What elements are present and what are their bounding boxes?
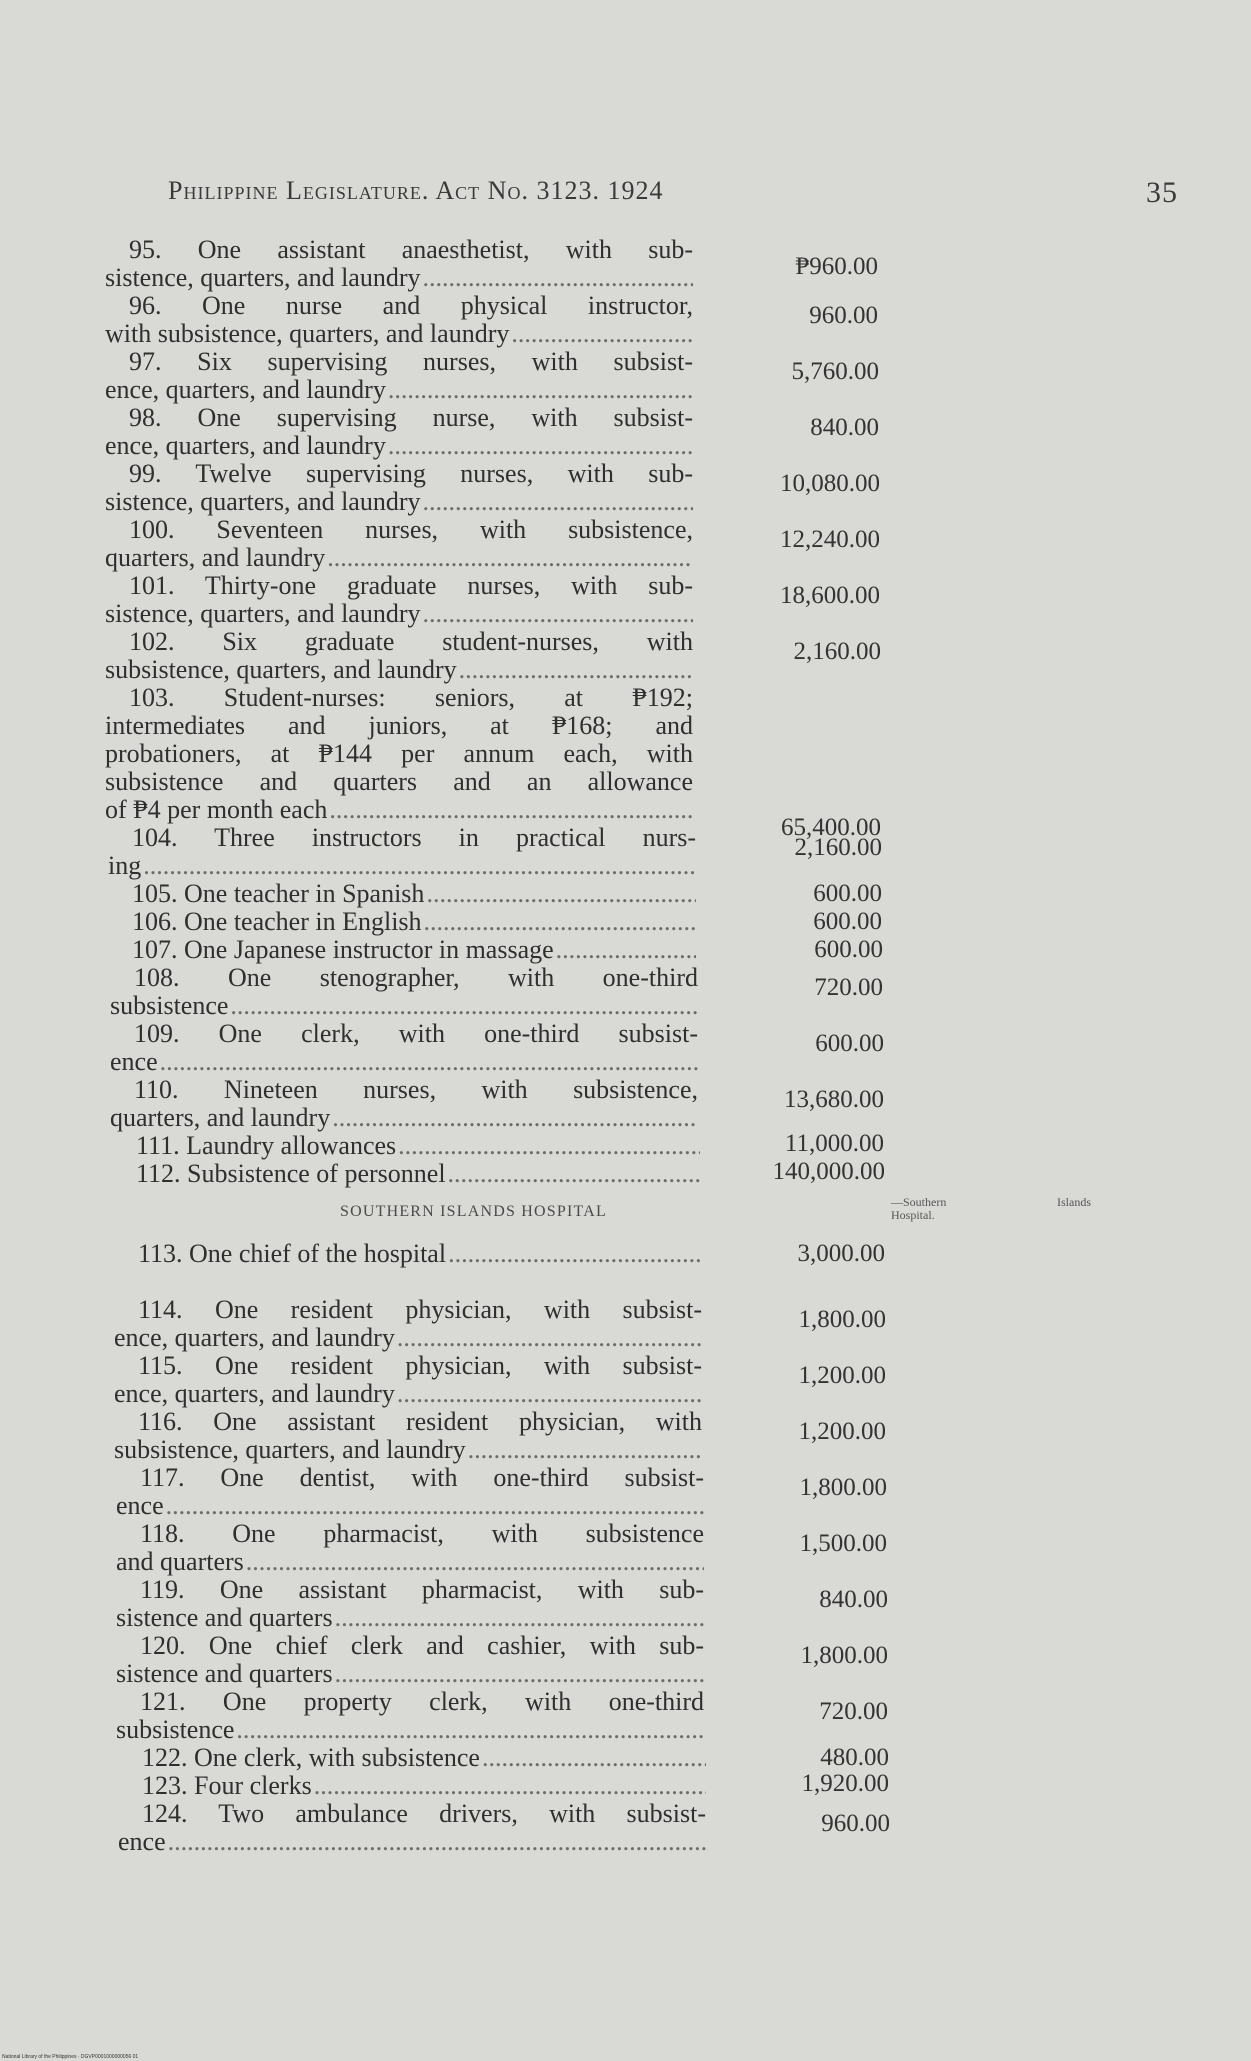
item-106-text [108, 908, 696, 936]
item-line: 124. Two ambulance drivers, with subsist- [142, 1799, 706, 1828]
item-line: ence, quarters, and laundry [105, 431, 386, 460]
dot-leader [468, 1436, 702, 1464]
item-98-text [105, 404, 693, 460]
item-120-amount: 1,800.00 [800, 1642, 888, 1669]
item-line: sistence, quarters, and laundry [105, 599, 421, 628]
item-line: 123. Four clerks [142, 1771, 312, 1800]
item-99-amount: 10,080.00 [780, 470, 880, 497]
item-124-amount: 960.00 [821, 1810, 890, 1837]
item-line: 120. One chief clerk and cashier, with sub- [140, 1631, 704, 1660]
item-101-text [105, 572, 693, 628]
dot-leader [423, 264, 693, 292]
item-102-amount: 2,160.00 [793, 638, 881, 665]
item-112-amount: 140,000.00 [772, 1158, 885, 1185]
dot-leader [332, 1104, 698, 1132]
item-122-text [118, 1744, 706, 1772]
item-line: 99. Twelve supervising nurses, with sub- [129, 459, 693, 488]
dot-leader [397, 1380, 702, 1408]
dot-leader [335, 1660, 704, 1688]
item-line: 105. One teacher in Spanish [132, 879, 425, 908]
dot-leader [143, 852, 696, 880]
item-108-text [110, 964, 698, 1020]
running-title: Philippine Legislature. Act No. 3123. 1924 [168, 176, 664, 205]
item-line: subsistence [116, 1715, 235, 1744]
item-line: 122. One clerk, with subsistence [142, 1743, 480, 1772]
item-line: ence [118, 1827, 166, 1856]
dot-leader [230, 992, 698, 1020]
item-106-amount: 600.00 [813, 908, 882, 935]
dot-leader [424, 908, 696, 936]
item-line: 109. One clerk, with one-third subsist- [134, 1019, 698, 1048]
item-114-amount: 1,800.00 [798, 1306, 886, 1333]
item-line: 116. One assistant resident physician, with [138, 1407, 702, 1436]
item-line: 97. Six supervising nurses, with subsist- [129, 347, 693, 376]
item-100-text [105, 516, 693, 572]
item-116-text [114, 1408, 702, 1464]
item-104-amount: 2,160.00 [794, 834, 882, 861]
dot-leader [423, 600, 693, 628]
dot-leader [448, 1240, 702, 1268]
item-line: 101. Thirty-one graduate nurses, with sub- [129, 571, 693, 600]
item-97-text [105, 348, 693, 404]
dot-leader [246, 1548, 704, 1576]
item-line: 119. One assistant pharmacist, with sub- [140, 1575, 704, 1604]
item-line: 110. Nineteen nurses, with subsistence, [134, 1075, 698, 1104]
dot-leader [335, 1604, 704, 1632]
item-line: of ₱4 per month each [105, 795, 328, 824]
item-line: and quarters [116, 1547, 244, 1576]
item-line: sistence, quarters, and laundry [105, 487, 421, 516]
item-line: sistence and quarters [116, 1603, 333, 1632]
dot-leader [168, 1828, 706, 1856]
item-122-amount: 480.00 [820, 1744, 889, 1771]
item-101-amount: 18,600.00 [780, 582, 880, 609]
item-line: 98. One supervising nurse, with subsist- [129, 403, 693, 432]
item-line: ence [116, 1491, 164, 1520]
item-108-amount: 720.00 [814, 974, 883, 1001]
item-97-amount: 5,760.00 [791, 358, 879, 385]
item-114-text [114, 1296, 702, 1352]
item-95-text [105, 236, 693, 292]
item-109-amount: 600.00 [815, 1030, 884, 1057]
item-117-amount: 1,800.00 [799, 1474, 887, 1501]
item-111-amount: 11,000.00 [784, 1130, 884, 1157]
item-line: ence [110, 1047, 158, 1076]
margin-note-word-1: —Southern [891, 1195, 947, 1209]
dot-leader [459, 656, 693, 684]
item-line: sistence and quarters [116, 1659, 333, 1688]
item-98-amount: 840.00 [810, 414, 879, 441]
dot-leader [327, 544, 693, 572]
item-line: 112. Subsistence of personnel [136, 1159, 446, 1188]
item-100-amount: 12,240.00 [780, 526, 880, 553]
item-line: 118. One pharmacist, with subsistence [140, 1519, 704, 1548]
item-line: 95. One assistant anaesthetist, with sub- [129, 235, 693, 264]
margin-note-word-3: Hospital. [891, 1208, 935, 1222]
dot-leader [166, 1492, 704, 1520]
item-118-text [116, 1520, 704, 1576]
dot-leader [423, 488, 693, 516]
scan-credit: National Library of the Philippines · DGVP0001000000056 01 [2, 2054, 139, 2060]
dot-leader [448, 1160, 700, 1188]
item-line: subsistence and quarters and an allowance [105, 767, 693, 796]
item-102-text [105, 628, 693, 684]
item-96-amount: 960.00 [809, 302, 878, 329]
dot-leader [314, 1772, 706, 1800]
item-111-text [112, 1132, 700, 1160]
item-line: ence, quarters, and laundry [105, 375, 386, 404]
item-line: 104. Three instructors in practical nurs- [132, 823, 696, 852]
item-110-amount: 13,680.00 [784, 1086, 884, 1113]
item-line: 111. Laundry allowances [136, 1131, 397, 1160]
item-120-text [116, 1632, 704, 1688]
item-line: intermediates and juniors, at ₱168; and [105, 711, 693, 740]
item-105-amount: 600.00 [813, 880, 882, 907]
item-121-amount: 720.00 [819, 1698, 888, 1725]
item-118-amount: 1,500.00 [799, 1530, 887, 1557]
page-number: 35 [1146, 176, 1178, 209]
item-line: 121. One property clerk, with one-third [140, 1687, 704, 1716]
item-103-text [105, 684, 693, 824]
item-line: 117. One dentist, with one-third subsist- [140, 1463, 704, 1492]
dot-leader [511, 320, 693, 348]
item-line: 114. One resident physician, with subsist- [138, 1295, 702, 1324]
item-115-text [114, 1352, 702, 1408]
item-103-amount: 65,400.00 [781, 814, 881, 841]
item-line: 107. One Japanese instructor in massage [132, 935, 554, 964]
item-line: sistence, quarters, and laundry [105, 263, 421, 292]
item-119-amount: 840.00 [819, 1586, 888, 1613]
dot-leader [329, 796, 693, 824]
item-line: 103. Student-nurses: seniors, at ₱192; [129, 683, 693, 712]
item-117-text [116, 1464, 704, 1520]
dot-leader [556, 936, 696, 964]
item-123-amount: 1,920.00 [801, 1770, 889, 1797]
item-line: ence, quarters, and laundry [114, 1379, 395, 1408]
item-line: 102. Six graduate student-nurses, with [129, 627, 693, 656]
dot-leader [236, 1716, 704, 1744]
section-heading: SOUTHERN ISLANDS HOSPITAL [340, 1203, 607, 1220]
item-line: ing [108, 851, 142, 880]
item-110-text [110, 1076, 698, 1132]
item-line: subsistence, quarters, and laundry [105, 655, 457, 684]
item-109-text [110, 1020, 698, 1076]
item-112-text [112, 1160, 700, 1188]
margin-note-word-2: Islands [1057, 1195, 1091, 1209]
item-123-text [118, 1772, 706, 1800]
item-line: ence, quarters, and laundry [114, 1323, 395, 1352]
item-line: 96. One nurse and physical instructor, [129, 291, 693, 320]
item-115-amount: 1,200.00 [798, 1362, 886, 1389]
dot-leader [426, 880, 696, 908]
item-line: 106. One teacher in English [132, 907, 422, 936]
item-line: subsistence, quarters, and laundry [114, 1435, 466, 1464]
item-107-amount: 600.00 [814, 936, 883, 963]
item-124-text [118, 1800, 706, 1856]
item-104-text [108, 824, 696, 880]
item-line: 100. Seventeen nurses, with subsistence, [129, 515, 693, 544]
item-line: quarters, and laundry [110, 1103, 331, 1132]
item-95-amount: ₱960.00 [795, 253, 878, 280]
item-line: quarters, and laundry [105, 543, 326, 572]
item-113-text [114, 1240, 702, 1268]
item-105-text [108, 880, 696, 908]
item-96-text [105, 292, 693, 348]
item-121-text [116, 1688, 704, 1744]
dot-leader [160, 1048, 698, 1076]
item-line: 113. One chief of the hospital [138, 1239, 447, 1268]
dot-leader [388, 432, 693, 460]
item-116-amount: 1,200.00 [798, 1418, 886, 1445]
item-line: probationers, at ₱144 per annum each, with [105, 739, 693, 768]
item-107-text [108, 936, 696, 964]
dot-leader [482, 1744, 706, 1772]
item-99-text [105, 460, 693, 516]
margin-note [891, 1196, 1091, 1222]
item-line: 115. One resident physician, with subsist- [138, 1351, 702, 1380]
item-line: subsistence [110, 991, 229, 1020]
item-line: 108. One stenographer, with one-third [134, 963, 698, 992]
item-line: with subsistence, quarters, and laundry [105, 319, 510, 348]
item-113-amount: 3,000.00 [797, 1240, 885, 1267]
item-119-text [116, 1576, 704, 1632]
dot-leader [388, 376, 693, 404]
dot-leader [397, 1324, 702, 1352]
dot-leader [398, 1132, 700, 1160]
